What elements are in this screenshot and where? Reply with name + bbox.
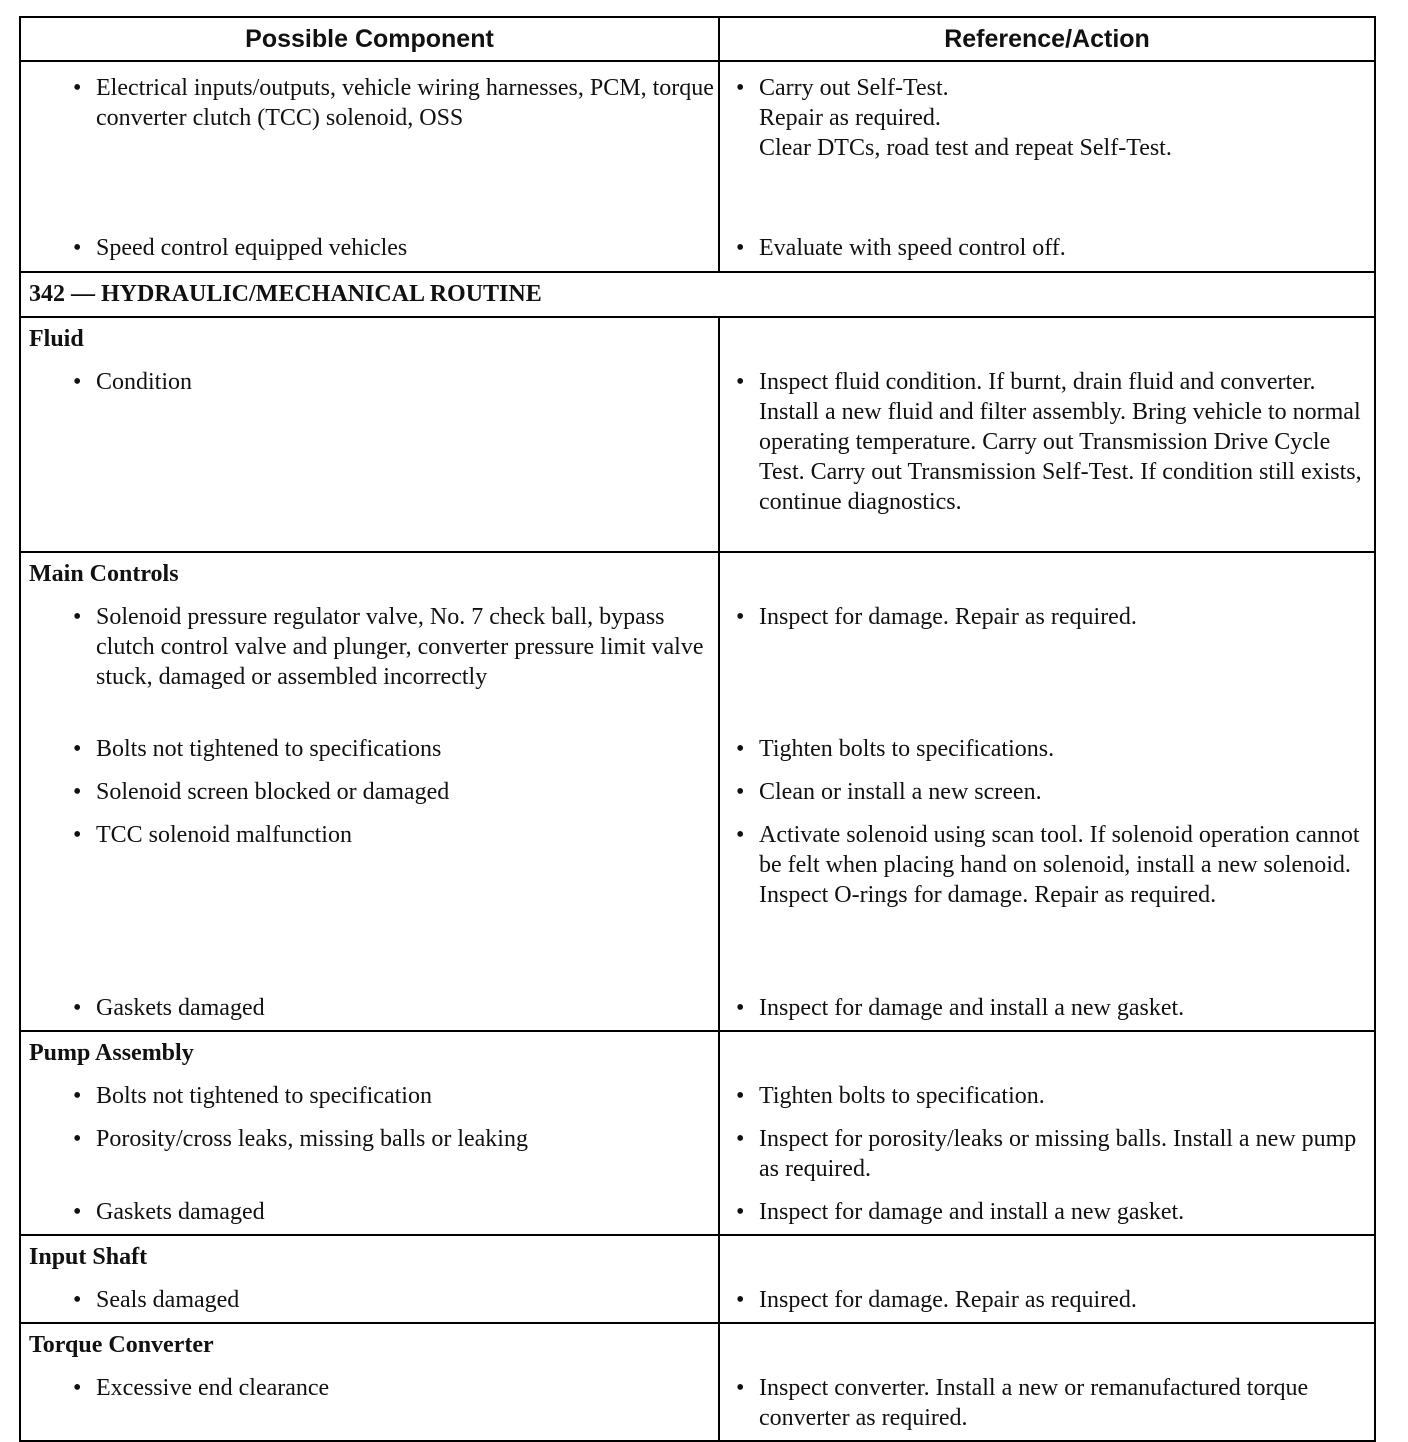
routine-section	[21, 273, 1374, 318]
component-column	[21, 553, 720, 1030]
action-text: Tighten bolts to specification.	[759, 1083, 1045, 1109]
category-section	[21, 1324, 1374, 1440]
component-item	[21, 227, 718, 271]
title-spacer	[720, 1032, 1374, 1075]
action-text: Inspect converter. Install a new or remanufactured torque converter as required.	[759, 1375, 1309, 1431]
action-column	[720, 1236, 1374, 1322]
bullet-marker: •	[736, 822, 745, 848]
bullet-marker: •	[73, 779, 82, 805]
component-item	[21, 987, 718, 1030]
action-text: Activate solenoid using scan tool. If solenoid operation cannot be felt when placing hand on solenoid, install a new solenoid. Inspect O-rings for damage. Repair as required.	[759, 822, 1360, 908]
component-text: Seals damaged	[96, 1287, 240, 1313]
action-text: Clean or install a new screen.	[759, 779, 1042, 805]
category-section	[21, 1032, 1374, 1236]
bullet-marker: •	[736, 1287, 745, 1313]
action-column	[720, 62, 1374, 271]
bullet-marker: •	[736, 736, 745, 762]
action-item	[720, 987, 1374, 1030]
component-item	[21, 814, 718, 987]
bullet-marker: •	[736, 369, 745, 395]
action-column	[720, 553, 1374, 1030]
action-item	[720, 596, 1374, 728]
action-item	[720, 1279, 1374, 1322]
component-text: Porosity/cross leaks, missing balls or leaking	[96, 1126, 528, 1152]
component-column	[21, 1236, 720, 1322]
bullet-marker: •	[73, 1375, 82, 1401]
component-item	[21, 1367, 718, 1440]
component-item	[21, 596, 718, 728]
component-text: Gaskets damaged	[96, 1199, 265, 1225]
bullet-marker: •	[73, 1083, 82, 1109]
action-text: Carry out Self-Test. Repair as required. Clear DTCs, road test and repeat Self-Test.	[759, 75, 1172, 161]
table-header	[21, 18, 1374, 62]
title-spacer	[720, 318, 1374, 361]
bullet-marker: •	[73, 604, 82, 630]
component-text: TCC solenoid malfunction	[96, 822, 352, 848]
category-title: Torque Converter	[29, 1332, 214, 1358]
component-column	[21, 62, 720, 271]
component-item	[21, 361, 718, 551]
component-text: Electrical inputs/outputs, vehicle wiring harnesses, PCM, torque converter clutch (TCC) solenoid, OSS	[96, 75, 714, 131]
action-column	[720, 1032, 1374, 1234]
component-column	[21, 1032, 720, 1234]
action-item	[720, 67, 1374, 227]
bullet-marker: •	[736, 779, 745, 805]
action-text: Inspect for damage. Repair as required.	[759, 1287, 1137, 1313]
bullet-marker: •	[73, 75, 82, 101]
action-text: Inspect for damage and install a new gasket.	[759, 1199, 1185, 1225]
component-text: Solenoid pressure regulator valve, No. 7 check ball, bypass clutch control valve and plunger, converter pressure limit valve stuck, damaged or assembled incorrectly	[96, 604, 704, 690]
component-item	[21, 771, 718, 814]
category-section	[21, 1236, 1374, 1324]
bullet-marker: •	[73, 736, 82, 762]
bullet-marker: •	[73, 822, 82, 848]
header-reference-action: Reference/Action	[944, 25, 1150, 53]
component-item	[21, 728, 718, 771]
title-spacer	[720, 1236, 1374, 1279]
action-item	[720, 771, 1374, 814]
category-title: Pump Assembly	[29, 1040, 194, 1066]
component-item	[21, 1191, 718, 1234]
bullet-marker: •	[73, 235, 82, 261]
bullet-marker: •	[736, 1126, 745, 1152]
component-item	[21, 67, 718, 227]
bullet-marker: •	[736, 604, 745, 630]
component-item	[21, 1118, 718, 1191]
component-column	[21, 1324, 720, 1440]
action-text: Tighten bolts to specifications.	[759, 736, 1055, 762]
action-item	[720, 728, 1374, 771]
action-item	[720, 1367, 1374, 1440]
bullet-marker: •	[73, 1199, 82, 1225]
component-text: Condition	[96, 369, 193, 395]
action-column	[720, 1324, 1374, 1440]
action-column	[720, 318, 1374, 551]
bullet-marker: •	[73, 995, 82, 1021]
bullet-marker: •	[736, 1083, 745, 1109]
title-spacer	[720, 553, 1374, 596]
header-possible-component: Possible Component	[21, 18, 720, 60]
action-item	[720, 227, 1374, 271]
component-text: Bolts not tightened to specifications	[96, 736, 442, 762]
routine-title: 342 — HYDRAULIC/MECHANICAL ROUTINE	[29, 281, 542, 307]
bullet-marker: •	[736, 1199, 745, 1225]
intro-section	[21, 62, 1374, 273]
diagnostic-table	[19, 16, 1376, 1442]
action-text: Inspect fluid condition. If burnt, drain fluid and converter. Install a new fluid and filter assembly. Bring vehicle to normal operating temperature. Carry out Transmission Drive Cycle Test. Carry out Transmission Self-Test. If condition still exists, continue diagnostics.	[759, 369, 1362, 515]
action-item	[720, 361, 1374, 551]
action-item	[720, 1075, 1374, 1118]
bullet-marker: •	[736, 75, 745, 101]
action-text: Evaluate with speed control off.	[759, 235, 1066, 261]
category-title: Input Shaft	[29, 1244, 148, 1270]
category-title: Fluid	[29, 326, 84, 352]
bullet-marker: •	[736, 995, 745, 1021]
component-text: Gaskets damaged	[96, 995, 265, 1021]
component-text: Speed control equipped vehicles	[96, 235, 408, 261]
bullet-marker: •	[736, 1375, 745, 1401]
action-text: Inspect for damage. Repair as required.	[759, 604, 1137, 630]
bullet-marker: •	[73, 1287, 82, 1313]
action-item	[720, 1191, 1374, 1234]
action-item	[720, 1118, 1374, 1191]
component-column	[21, 318, 720, 551]
component-item	[21, 1279, 718, 1322]
bullet-marker: •	[736, 235, 745, 261]
bullet-marker: •	[73, 1126, 82, 1152]
title-spacer	[720, 1324, 1374, 1367]
action-item	[720, 814, 1374, 987]
action-text: Inspect for damage and install a new gasket.	[759, 995, 1185, 1021]
category-section	[21, 318, 1374, 553]
component-text: Solenoid screen blocked or damaged	[96, 779, 450, 805]
action-text: Inspect for porosity/leaks or missing balls. Install a new pump as required.	[759, 1126, 1357, 1182]
component-text: Excessive end clearance	[96, 1375, 330, 1401]
component-item	[21, 1075, 718, 1118]
category-title: Main Controls	[29, 561, 179, 587]
component-text: Bolts not tightened to specification	[96, 1083, 432, 1109]
category-section	[21, 553, 1374, 1032]
bullet-marker: •	[73, 369, 82, 395]
